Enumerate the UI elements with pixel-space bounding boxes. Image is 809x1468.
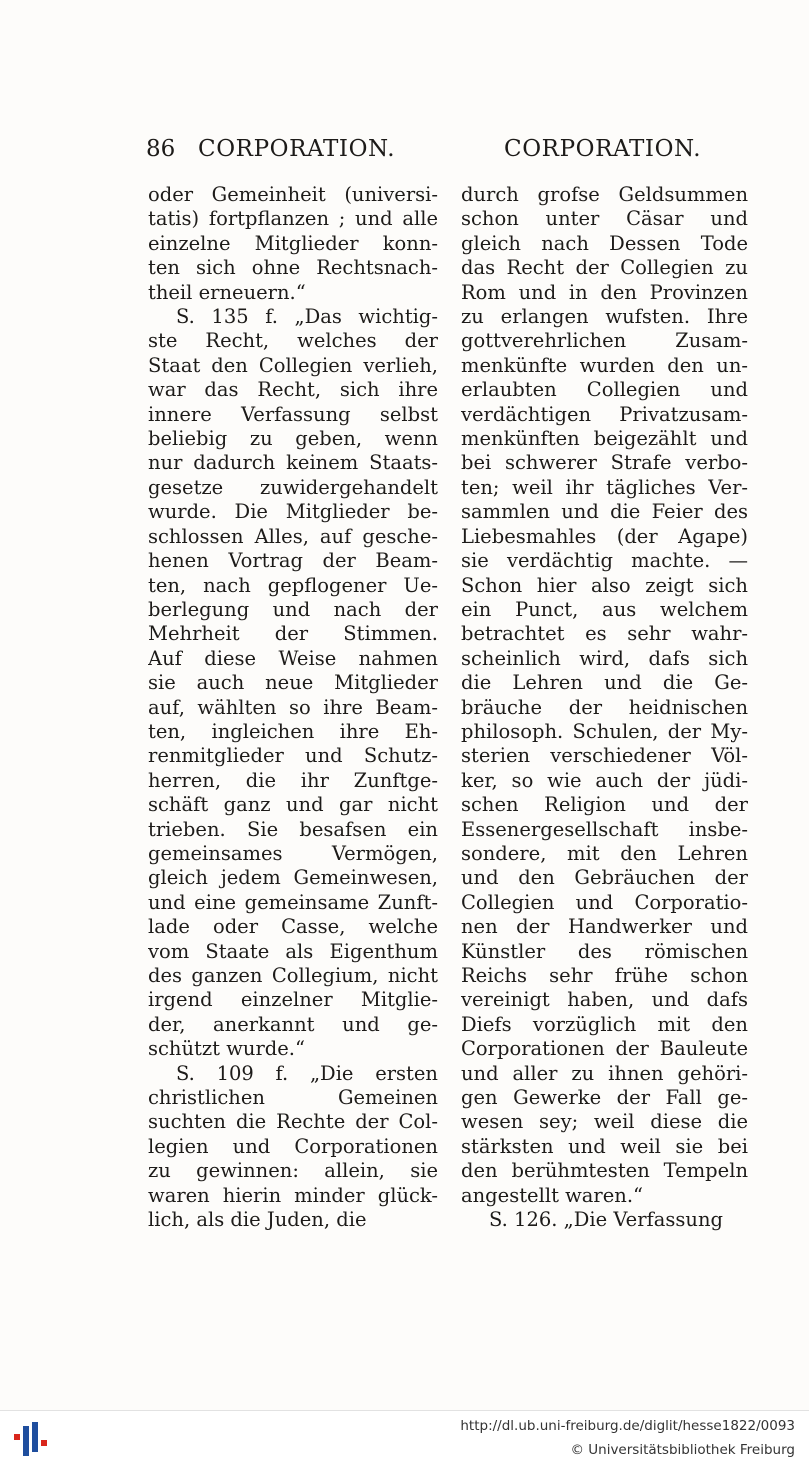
text-line: schlossen Alles, auf gesche- [148,524,438,548]
text-line: Auf diese Weise nahmen [148,646,438,670]
text-line: Reichs sehr frühe schon [461,964,748,987]
right-text-column [461,183,748,1232]
text-line: S. 126. „Die Verfassung [489,1208,723,1232]
text-line: Rom und in den Provinzen [461,280,748,304]
text-line: gesetze zuwidergehandelt [148,475,438,499]
text-line: schützt wurde.“ [148,1037,305,1061]
text-line: Staat den Collegien verlieh, [148,353,438,377]
text-line: auf, wählten so ihre Beam- [148,695,438,719]
text-line: bei schwerer Strafe verbo- [461,451,748,475]
running-head-right: CORPORATION. [504,136,702,162]
text-line: des ganzen Collegium, nicht [148,964,438,987]
text-line: Corporationen der Bauleute [461,1037,748,1061]
text-line: verdächtigen Privatzusam- [461,402,748,426]
permalink-url[interactable]: http://dl.ub.uni-freiburg.de/diglit/hesse1822/0093 [460,1418,795,1434]
text-line: ten, nach gepflogener Ue- [148,573,438,597]
text-line: ten; weil ihr tägliches Ver- [461,475,748,499]
text-line: bräuche der heidnischen [461,695,748,719]
text-line: ste Recht, welches der [148,329,438,353]
text-line: ein Punct, aus welchem [461,597,748,621]
text-line: nen der Handwerker und [461,915,748,939]
text-line: betrachtet es sehr wahr- [461,622,748,646]
text-line: innere Verfassung selbst [148,402,438,426]
text-line: legien und Corporationen [148,1134,438,1158]
text-line: die Lehren und die Ge- [461,671,748,695]
text-line: theil erneuern.“ [148,280,306,304]
running-head-left: CORPORATION. [198,136,396,162]
text-line: christlichen Gemeinen [148,1086,438,1110]
text-line: Essenergesellschaft insbe- [461,817,748,841]
text-line: gen Gewerke der Fall ge- [461,1086,748,1110]
viewer-footer [0,1410,809,1468]
page-number: 86 [146,136,176,162]
text-line: zu erlangen wufsten. Ihre [461,305,748,329]
text-line: schäft ganz und gar nicht [148,793,438,817]
text-line: Künstler des römischen [461,939,748,963]
text-line: stärksten und weil sie bei [461,1134,748,1158]
text-line: sterien verschiedener Völ- [461,744,748,768]
text-line: philosoph. Schulen, der My- [461,719,748,743]
text-line: erlaubten Collegien und [461,378,748,402]
text-line: Liebesmahles (der Agape) [461,524,748,548]
text-line: sammlen und die Feier des [461,500,748,524]
text-line: Schon hier also zeigt sich [461,573,748,597]
text-line: henen Vortrag der Beam- [148,549,438,573]
text-line: den berühmtesten Tempeln [461,1159,748,1183]
text-line: gleich nach Dessen Tode [461,231,748,255]
text-line: durch grofse Geldsummen [461,183,748,206]
text-line: gemeinsames Vermögen, [148,841,438,865]
text-line: herren, die ihr Zunftge- [148,768,438,792]
text-line: Mehrheit der Stimmen. [148,622,438,646]
ub-freiburg-logo-icon[interactable] [12,1420,52,1460]
text-line: Diefs vorzüglich mit den [461,1012,748,1036]
text-line: schon unter Cäsar und [461,207,748,231]
text-line: wesen sey; weil diese die [461,1110,748,1134]
text-line: sie auch neue Mitglieder [148,671,438,695]
text-line: gottverehrlichen Zusam- [461,329,748,353]
text-line: scheinlich wird, dafs sich [461,646,748,670]
text-line: war das Recht, sich ihre [148,378,438,402]
text-line: und eine gemeinsame Zunft- [148,890,438,914]
text-line: sondere, mit den Lehren [461,841,748,865]
text-line: lade oder Casse, welche [148,915,438,939]
text-line: der, anerkannt und ge- [148,1012,438,1036]
text-line: irgend einzelner Mitglie- [148,988,438,1012]
text-line: zu gewinnen: allein, sie [148,1159,438,1183]
text-line: und den Gebräuchen der [461,866,748,890]
text-line: schen Religion und der [461,793,748,817]
text-line: und aller zu ihnen gehöri- [461,1061,748,1085]
text-line: vereinigt haben, und dafs [461,988,748,1012]
text-line: S. 109 f. „Die ersten [176,1061,438,1085]
text-line: menkünfte wurden den un- [461,353,748,377]
text-line: lich, als die Juden, die [148,1208,367,1232]
text-line: einzelne Mitglieder konn- [148,231,438,255]
text-line: vom Staate als Eigenthum [148,939,438,963]
text-line: gleich jedem Gemeinwesen, [148,866,438,890]
text-line: oder Gemeinheit (universi- [148,183,438,206]
text-line: suchten die Rechte der Col- [148,1110,438,1134]
text-line: das Recht der Collegien zu [461,256,748,280]
text-line: nur dadurch keinem Staats- [148,451,438,475]
text-line: ker, so wie auch der jüdi- [461,768,748,792]
text-line: tatis) fortpflanzen ; und alle [148,207,438,231]
text-line: waren hierin minder glück- [148,1183,438,1207]
text-line: S. 135 f. „Das wichtig- [176,305,438,329]
text-line: berlegung und nach der [148,597,438,621]
text-line: renmitglieder und Schutz- [148,744,438,768]
left-text-column [148,183,438,1232]
text-line: beliebig zu geben, wenn [148,427,438,451]
text-line: Collegien und Corporatio- [461,890,748,914]
text-line: wurde. Die Mitglieder be- [148,500,438,524]
text-line: trieben. Sie besafsen ein [148,817,438,841]
text-line: ten, ingleichen ihre Eh- [148,719,438,743]
text-line: ten sich ohne Rechtsnach- [148,256,438,280]
text-line: sie verdächtig machte. — [461,549,748,573]
text-line: menkünften beigezählt und [461,427,748,451]
text-line: angestellt waren.“ [461,1183,644,1207]
copyright-notice: © Universitätsbibliothek Freiburg [570,1442,795,1458]
